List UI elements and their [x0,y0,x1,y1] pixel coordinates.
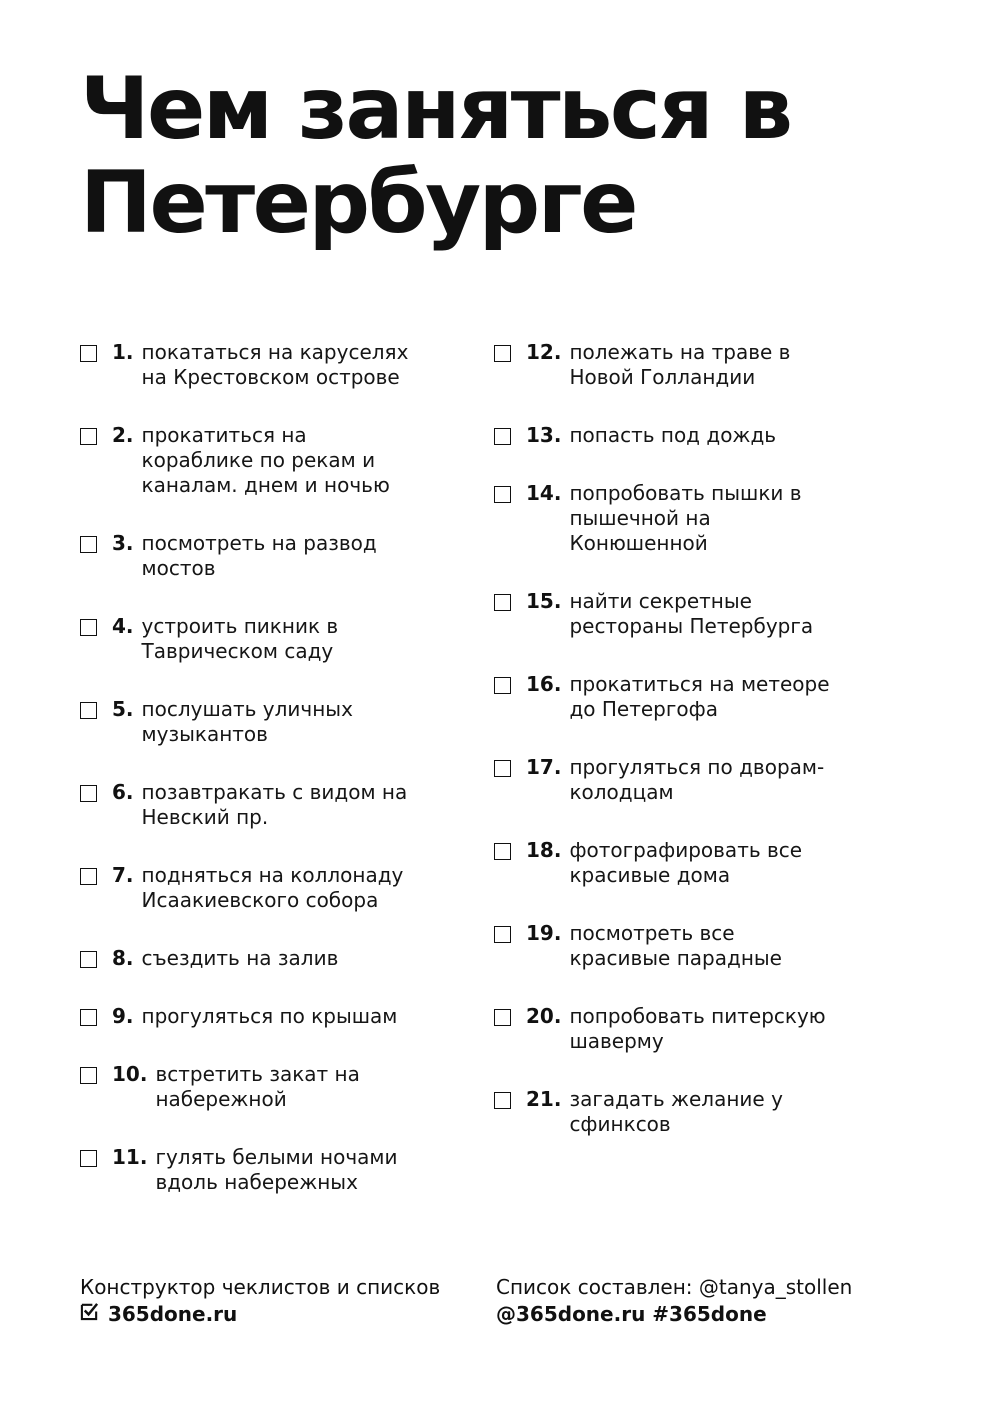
checklist-item-number: 18. [526,838,562,862]
footer-hashtags[interactable]: @365done.ru #365done [496,1302,767,1326]
footer-author-caption: Список составлен: @tanya_stollen [496,1275,853,1299]
footer-constructor-caption: Конструктор чеклистов и списков [80,1275,441,1299]
checklist-item[interactable] [80,1145,480,1195]
checkbox[interactable] [80,428,97,445]
footer-constructor [80,1274,480,1328]
checklist-item-number: 11. [112,1145,148,1169]
checklist-item[interactable] [494,1087,914,1137]
checklist-item-number: 8. [112,946,134,970]
checklist-item[interactable] [494,589,914,639]
checklist-item-number: 6. [112,780,134,804]
checklist-item-text: покататься на каруселях на Крестовском острове [141,340,409,389]
checklist-item-text: прокатиться на метеоре до Петергофа [569,672,830,721]
checklist-item-content [112,780,480,830]
checklist-item-text: устроить пикник в Таврическом саду [141,614,339,663]
checklist-item-number: 5. [112,697,134,721]
checklist-item-text: позавтракать с видом на Невский пр. [141,780,408,829]
checklist-item[interactable] [80,697,480,747]
checklist-item[interactable] [494,672,914,722]
checklist-item-text: попасть под дождь [569,423,777,447]
checklist-item-number: 4. [112,614,134,638]
checklist-item-content [526,340,914,390]
checkbox[interactable] [494,428,511,445]
checklist-item[interactable] [494,755,914,805]
checklist-item-number: 12. [526,340,562,364]
checkbox[interactable] [80,1009,97,1026]
checklist-item-text: прогуляться по крышам [141,1004,398,1028]
checkbox[interactable] [494,760,511,777]
checklist-item-number: 21. [526,1087,562,1111]
checkbox[interactable] [80,1150,97,1167]
checklist-item-text: послушать уличных музыкантов [141,697,353,746]
checklist-item-number: 15. [526,589,562,613]
checklist-item-content [112,863,480,913]
checklist-item-content [526,1004,914,1054]
checklist-item-number: 3. [112,531,134,555]
checkbox[interactable] [80,536,97,553]
checklist-item-content [526,755,914,805]
checklist-item-content [526,838,914,888]
checklist-item-number: 2. [112,423,134,447]
checklist-item-content [526,1087,914,1137]
checkbox[interactable] [80,785,97,802]
checkbox[interactable] [80,951,97,968]
checklist-item[interactable] [494,1004,914,1054]
checklist-item[interactable] [494,481,914,556]
checklist-item-number: 17. [526,755,562,779]
checkbox[interactable] [494,345,511,362]
checklist-item-text: попробовать пышки в пышечной на Конюшенной [569,481,802,555]
checklist-item-text: встретить закат на набережной [155,1062,360,1111]
checklist-item-content [112,1004,480,1029]
checklist-item-content [112,531,480,581]
checklist-item-content [112,1062,480,1112]
checklist-item-text: загадать желание у сфинксов [569,1087,783,1136]
checklist-column-left [80,340,480,1228]
page-title-line-1: Чем заняться в [80,59,791,159]
checklist-item-number: 16. [526,672,562,696]
checklist-item-text: гулять белыми ночами вдоль набережных [155,1145,398,1194]
page-title-line-2: Петербурге [80,153,636,253]
checklist-item[interactable] [80,340,480,390]
footer-brand-link[interactable] [80,1301,480,1328]
checklist-item[interactable] [494,921,914,971]
checklist-item[interactable] [80,531,480,581]
checklist-item[interactable] [494,838,914,888]
checklist-item[interactable] [80,780,480,830]
checklist-item-number: 10. [112,1062,148,1086]
checkbox[interactable] [494,594,511,611]
checklist-item[interactable] [80,946,480,971]
footer-author [496,1274,936,1328]
checkbox[interactable] [494,1009,511,1026]
checkbox[interactable] [494,486,511,503]
checklist-item-content [112,614,480,664]
page-title [80,59,940,253]
checklist-item[interactable] [80,614,480,664]
checklist-item-number: 20. [526,1004,562,1028]
checklist-item[interactable] [80,863,480,913]
checklist-item-content [526,672,914,722]
checkbox[interactable] [80,868,97,885]
checklist-item-text: съездить на залив [141,946,339,970]
checkbox[interactable] [80,1067,97,1084]
checklist-item-text: полежать на траве в Новой Голландии [569,340,791,389]
checklist-item-content [112,1145,480,1195]
checklist-item-text: фотографировать все красивые дома [569,838,803,887]
checklist-item-content [112,697,480,747]
checklist-item-content [526,921,914,971]
checklist-item-content [526,481,914,556]
checklist-item-content [526,423,914,448]
checklist-item[interactable] [80,423,480,498]
checkbox[interactable] [494,1092,511,1109]
checklist-item-text: прокатиться на кораблике по рекам и каналам. днем и ночью [141,423,390,497]
checklist-item[interactable] [494,340,914,390]
checklist-item-content [526,589,914,639]
checklist-item-text: прогуляться по дворам- колодцам [569,755,825,804]
checklist-item-text: посмотреть все красивые парадные [569,921,782,970]
checkbox[interactable] [494,926,511,943]
checklist-item-number: 7. [112,863,134,887]
checklist-column-right [494,340,914,1170]
footer-brand-text: 365done.ru [107,1302,238,1326]
checkbox[interactable] [494,677,511,694]
checkbox[interactable] [80,702,97,719]
checklist-item-number: 9. [112,1004,134,1028]
checklist-item-content [112,423,480,498]
checkbox[interactable] [80,619,97,636]
checklist-item[interactable] [80,1004,480,1029]
checklist-item-text: попробовать питерскую шаверму [569,1004,826,1053]
checklist-item[interactable] [494,423,914,448]
checklist-item[interactable] [80,1062,480,1112]
checkbox[interactable] [494,843,511,860]
checklist-item-content [112,340,480,390]
checklist-item-text: найти секретные рестораны Петербурга [569,589,814,638]
checkbox[interactable] [80,345,97,362]
checklist-item-number: 13. [526,423,562,447]
checklist-item-number: 14. [526,481,562,505]
checklist-item-number: 1. [112,340,134,364]
checkbox-check-icon [80,1302,99,1321]
checklist-item-number: 19. [526,921,562,945]
checklist-item-content [112,946,480,971]
checklist-item-text: подняться на коллонаду Исаакиевского собора [141,863,404,912]
checklist-item-text: посмотреть на развод мостов [141,531,377,580]
